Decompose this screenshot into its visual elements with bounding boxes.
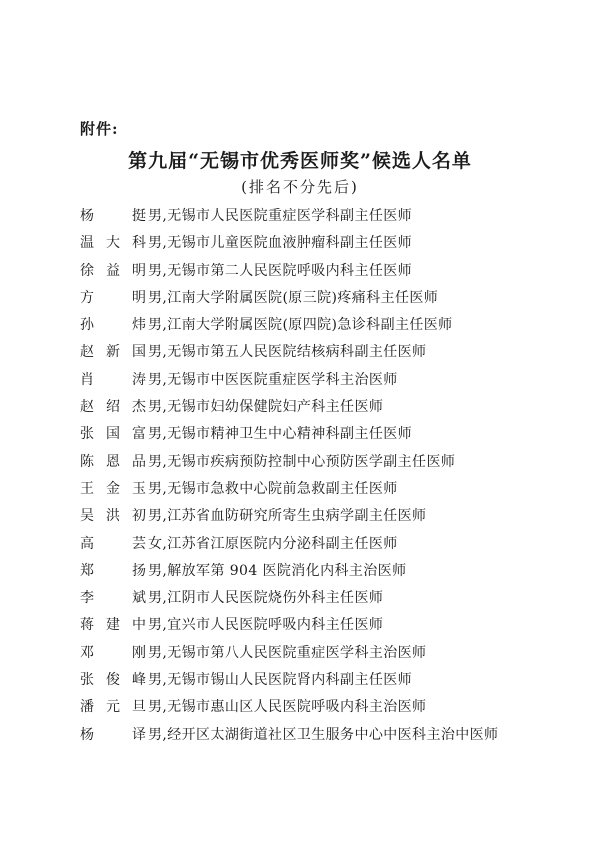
candidate-info: 男,无锡市第二人民医院呼吸内科主任医师 — [148, 262, 413, 279]
candidate-name: 杨 挺 — [80, 208, 146, 224]
candidate-name: 张国富 — [80, 426, 146, 443]
candidate-info: 男,无锡市人民医院重症医学科副主任医师 — [148, 208, 413, 224]
candidate-name: 陈恩品 — [80, 453, 146, 470]
candidate-row — [80, 694, 580, 721]
candidate-name: 潘元旦 — [80, 699, 146, 716]
candidate-name: 孙 炜 — [80, 317, 146, 334]
candidate-info: 男,无锡市锡山人民医院肾内科副主任医师 — [148, 672, 413, 689]
candidate-name: 高 芸 — [80, 535, 146, 552]
candidate-row — [80, 640, 580, 667]
candidate-row — [80, 230, 580, 257]
candidate-info: 男,解放军第 904 医院消化内科主治医师 — [148, 562, 407, 579]
candidate-name: 李 斌 — [80, 590, 146, 607]
candidate-name: 张俊峰 — [80, 672, 146, 689]
candidate-row — [80, 258, 580, 285]
candidate-info: 男,无锡市儿童医院血液肿瘤科副主任医师 — [148, 235, 413, 252]
attachment-label: 附件: — [80, 120, 119, 138]
candidate-row — [80, 585, 580, 612]
candidate-info: 男,无锡市精神卫生中心精神科副主任医师 — [148, 426, 413, 443]
candidate-row — [80, 394, 580, 421]
candidate-row — [80, 612, 580, 639]
candidate-name: 赵绍杰 — [80, 399, 146, 416]
candidate-info: 男,江南大学附属医院(原四院)急诊科副主任医师 — [148, 317, 453, 334]
candidate-row — [80, 312, 580, 339]
candidate-info: 男,江南大学附属医院(原三院)疼痛科主任医师 — [148, 289, 439, 306]
candidate-row — [80, 476, 580, 503]
candidate-row — [80, 531, 580, 558]
candidate-row — [80, 667, 580, 694]
candidate-name: 徐益明 — [80, 262, 146, 279]
candidate-info: 男,无锡市第八人民医院重症医学科主治医师 — [148, 644, 427, 661]
candidate-name: 温大科 — [80, 235, 146, 252]
candidate-info: 男,江苏省血防研究所寄生虫病学副主任医师 — [148, 508, 427, 525]
candidate-info: 男,无锡市疾病预防控制中心预防医学副主任医师 — [148, 453, 456, 470]
candidate-row — [80, 367, 580, 394]
candidate-row — [80, 722, 580, 749]
candidate-name: 吴洪初 — [80, 508, 146, 525]
candidate-info: 男,江阴市人民医院烧伤外科主任医师 — [148, 590, 384, 607]
candidate-info: 男,宜兴市人民医院呼吸内科主任医师 — [148, 617, 384, 634]
candidate-info: 男,无锡市惠山区人民医院呼吸内科主治医师 — [148, 699, 427, 716]
candidate-info: 男,经开区太湖街道社区卫生服务中心中医科主治中医师 — [148, 726, 499, 743]
candidate-row — [80, 449, 580, 476]
candidate-row — [80, 339, 580, 366]
candidate-name: 邓 刚 — [80, 644, 146, 661]
candidate-name: 王金玉 — [80, 480, 146, 497]
candidate-row — [80, 285, 580, 312]
document-subtitle: (排名不分先后) — [241, 178, 359, 196]
candidate-info: 男,无锡市急救中心院前急救副主任医师 — [148, 480, 398, 497]
candidate-name: 杨 译 — [80, 726, 146, 743]
candidate-name: 肖 涛 — [80, 371, 146, 388]
candidate-name: 蒋建中 — [80, 617, 146, 634]
document-title: 第九届“无锡市优秀医师奖”候选人名单 — [128, 150, 472, 172]
candidate-name: 郑 扬 — [80, 562, 146, 579]
candidate-list — [80, 203, 580, 749]
candidate-row — [80, 558, 580, 585]
candidate-info: 男,无锡市第五人民医院结核病科副主任医师 — [148, 344, 427, 361]
candidate-name: 赵新国 — [80, 344, 146, 361]
candidate-info: 男,无锡市妇幼保健院妇产科主任医师 — [148, 399, 384, 416]
candidate-name: 方 明 — [80, 289, 146, 306]
candidate-row — [80, 203, 580, 230]
candidate-info: 男,无锡市中医医院重症医学科主治医师 — [148, 371, 398, 388]
candidate-info: 女,江苏省江原医院内分泌科副主任医师 — [148, 535, 398, 552]
candidate-row — [80, 421, 580, 448]
candidate-row — [80, 503, 580, 530]
